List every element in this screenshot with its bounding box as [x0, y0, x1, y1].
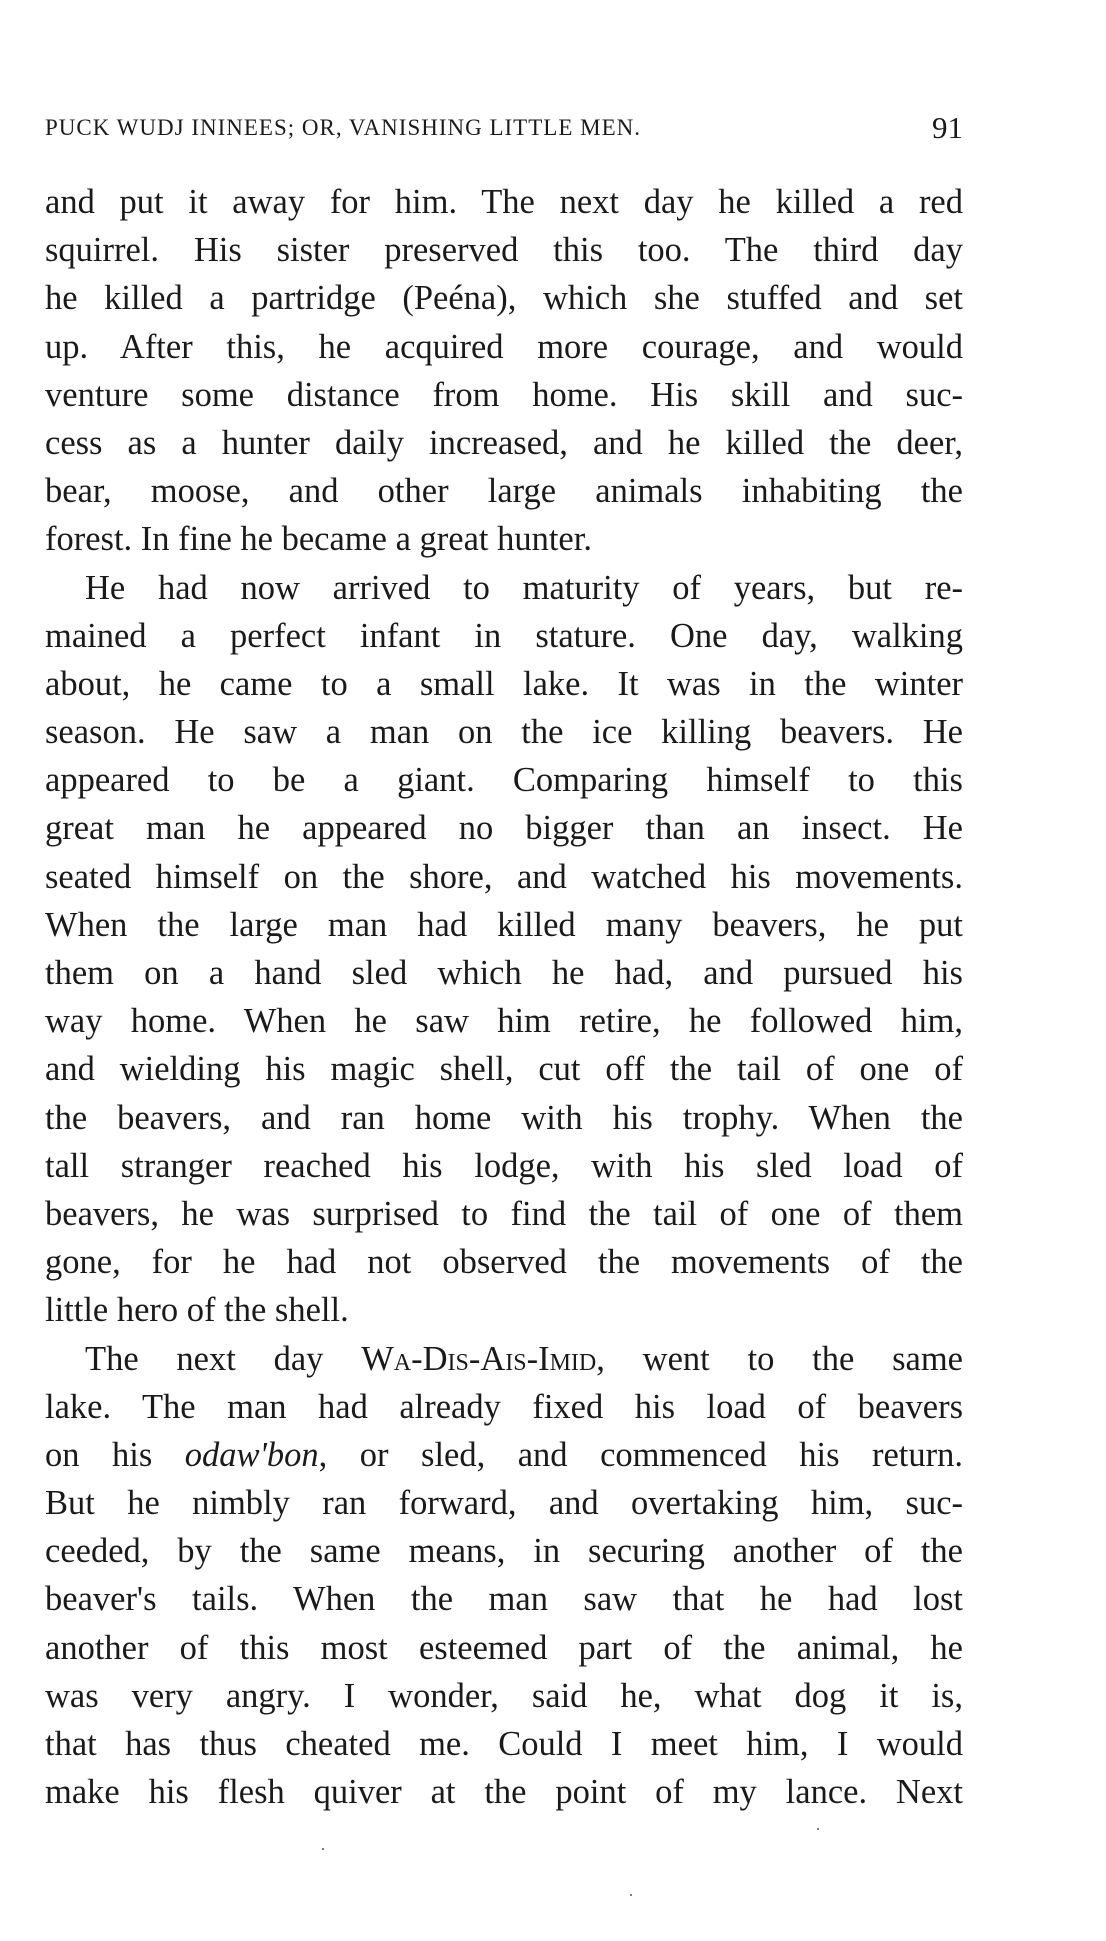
print-speck [630, 1894, 632, 1896]
text-line: beaver's tails. When the man saw that he had lost [45, 1580, 963, 1619]
text-line: way home. When he saw him retire, he followed him, [45, 1002, 963, 1041]
text-line: them on a hand sled which he had, and pursued his [45, 954, 963, 992]
text-run: , or sled, and commenced his return. [318, 1435, 963, 1474]
text-line: When the large man had killed many beavers, he put [45, 905, 963, 944]
text-line: bear, moose, and other large animals inhabiting the [45, 472, 963, 511]
text-line [45, 1335, 963, 1383]
text-line: about, he came to a small lake. It was in the winter [45, 664, 963, 703]
text-line [45, 1431, 963, 1479]
print-speck [322, 1848, 324, 1850]
text-line: little hero of the shell. [45, 1291, 349, 1330]
text-line: up. After this, he acquired more courage, and would [45, 327, 963, 366]
running-head [45, 108, 963, 148]
text-line: another of this most esteemed part of the animal, he [45, 1628, 963, 1667]
text-line: lake. The man had already fixed his load of beavers [45, 1387, 963, 1426]
text-line: season. He saw a man on the ice killing beavers. He [45, 713, 963, 752]
text-line: appeared to be a giant. Comparing himself to this [45, 761, 963, 800]
text-line: seated himself on the shore, and watched his movements. [45, 857, 963, 896]
paragraph-1 [45, 178, 963, 564]
text-line: great man he appeared no bigger than an insect. He [45, 809, 963, 848]
italic-term: odaw'bon [184, 1435, 319, 1474]
paragraph-2 [45, 564, 963, 1335]
text-line: venture some distance from home. His skill and suc- [45, 375, 963, 414]
text-run: on his [45, 1435, 185, 1474]
text-line: ceeded, by the same means, in securing another of the [45, 1532, 963, 1571]
text-line: cess as a hunter daily increased, and he killed the deer, [45, 423, 963, 462]
page-number: 91 [932, 110, 963, 145]
text-line: that has thus cheated me. Could I meet him, I would [45, 1725, 963, 1763]
body-text [45, 178, 963, 1816]
text-line: was very angry. I wonder, said he, what dog it is, [45, 1676, 963, 1715]
text-line: He had now arrived to maturity of years, but re- [85, 568, 963, 607]
text-line: tall stranger reached his lodge, with his sled load of [45, 1146, 963, 1185]
character-name: Wa-Dis-Ais-Imid [361, 1339, 597, 1378]
running-title: PUCK WUDJ ININEES; OR, VANISHING LITTLE MEN. [45, 115, 641, 140]
text-line: and put it away for him. The next day he killed a red [45, 183, 963, 221]
text-line: he killed a partridge (Peéna), which she stuffed and set [45, 279, 963, 318]
text-line: squirrel. His sister preserved this too. The third day [45, 231, 963, 270]
paragraph-3 [45, 1335, 963, 1817]
text-line: But he nimbly ran forward, and overtaking him, suc- [45, 1484, 963, 1523]
text-line: forest. In fine he became a great hunter. [45, 520, 592, 559]
print-speck [817, 1828, 819, 1830]
text-line: mained a perfect infant in stature. One day, walking [45, 616, 963, 655]
text-line: make his flesh quiver at the point of my lance. Next [45, 1773, 963, 1812]
text-line: gone, for he had not observed the movements of the [45, 1243, 963, 1282]
text-run: , went to the same [596, 1339, 963, 1378]
text-run: The next day [85, 1339, 362, 1378]
text-line: beavers, he was surprised to find the tail of one of them [45, 1194, 963, 1233]
text-line: the beavers, and ran home with his trophy. When the [45, 1098, 963, 1137]
text-line: and wielding his magic shell, cut off the tail of one of [45, 1050, 963, 1089]
